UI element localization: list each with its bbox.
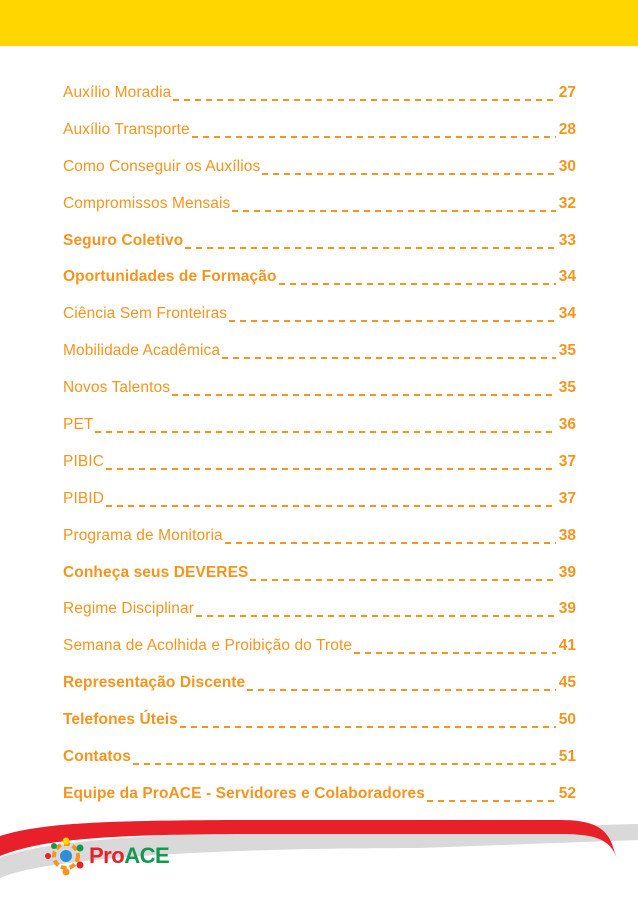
logo-text-pro: Pro bbox=[89, 843, 125, 868]
toc-entry-label: Novos Talentos bbox=[63, 379, 171, 397]
toc-entry-label: Contatos bbox=[63, 748, 131, 766]
toc-leader-dashes bbox=[279, 268, 556, 286]
toc-leader-dashes bbox=[196, 600, 556, 618]
toc-entry-label: Representação Discente bbox=[63, 674, 246, 692]
toc-page-number: 38 bbox=[558, 526, 576, 544]
toc-page-number: 51 bbox=[558, 748, 576, 766]
toc-page-number: 41 bbox=[558, 637, 576, 655]
proace-logo-wordmark bbox=[89, 843, 169, 869]
toc-leader-dashes bbox=[222, 342, 556, 360]
toc-page-number: 34 bbox=[558, 268, 576, 286]
toc-leader-dashes bbox=[225, 527, 556, 545]
toc-entry-label: Auxílio Moradia bbox=[63, 84, 172, 101]
toc-entry-label: Equipe da ProACE - Servidores e Colaboradores bbox=[63, 784, 425, 802]
toc-page-number: 28 bbox=[558, 120, 576, 138]
toc-entry-label: Auxílio Transporte bbox=[63, 120, 190, 138]
toc-leader-dashes bbox=[192, 121, 556, 139]
toc-entry bbox=[63, 84, 576, 121]
toc-leader-dashes bbox=[106, 490, 556, 508]
toc-entry-label: Conheça seus DEVERES bbox=[63, 563, 249, 581]
toc-entry-label: Programa de Monitoria bbox=[63, 526, 223, 544]
toc-leader-dashes bbox=[250, 564, 555, 582]
toc-page-number: 37 bbox=[558, 489, 576, 507]
toc-entry-label: Oportunidades de Formação bbox=[63, 268, 277, 286]
toc-entry bbox=[63, 453, 576, 490]
toc-page-number: 33 bbox=[558, 231, 576, 249]
toc-leader-dashes bbox=[106, 453, 556, 471]
toc-leader-dashes bbox=[185, 232, 555, 250]
toc-entry bbox=[63, 195, 576, 232]
toc-page-number: 30 bbox=[558, 157, 576, 175]
toc-entry-label: Telefones Úteis bbox=[63, 711, 178, 729]
toc-leader-dashes bbox=[232, 195, 555, 213]
toc-entry-label: Como Conseguir os Auxílios bbox=[63, 157, 261, 175]
toc-leader-dashes bbox=[95, 416, 555, 434]
toc-page-number: 45 bbox=[558, 674, 576, 692]
toc-page-number: 39 bbox=[558, 563, 576, 581]
toc-leader-dashes bbox=[247, 674, 555, 692]
toc-entry bbox=[63, 711, 576, 748]
toc-entry bbox=[63, 121, 576, 158]
table-of-contents bbox=[63, 84, 576, 822]
toc-page-number: 37 bbox=[558, 452, 576, 470]
toc-page-number: 50 bbox=[558, 711, 576, 729]
toc-leader-dashes bbox=[262, 158, 555, 176]
toc-page-number: 35 bbox=[558, 379, 576, 397]
toc-entry bbox=[63, 342, 576, 379]
toc-page-number: 34 bbox=[558, 305, 576, 323]
toc-entry bbox=[63, 748, 576, 785]
top-color-band bbox=[0, 0, 638, 46]
toc-entry-label: PIBIC bbox=[63, 452, 104, 470]
toc-entry-label: Regime Disciplinar bbox=[63, 600, 195, 618]
toc-entry bbox=[63, 268, 576, 305]
toc-entry bbox=[63, 490, 576, 527]
toc-entry bbox=[63, 564, 576, 601]
toc-entry bbox=[63, 232, 576, 269]
toc-page-number: 32 bbox=[558, 194, 576, 212]
toc-entry bbox=[63, 527, 576, 564]
toc-entry bbox=[63, 600, 576, 637]
toc-entry-label: Seguro Coletivo bbox=[63, 231, 184, 249]
proace-logo bbox=[44, 833, 169, 879]
toc-leader-dashes bbox=[229, 305, 556, 323]
toc-page-number: 52 bbox=[558, 784, 576, 802]
toc-leader-dashes bbox=[133, 748, 556, 766]
toc-entry bbox=[63, 379, 576, 416]
toc-entry-label: Ciência Sem Fronteiras bbox=[63, 305, 228, 323]
toc-entry-label: Semana de Acolhida e Proibição do Trote bbox=[63, 637, 353, 655]
toc-entry bbox=[63, 158, 576, 195]
toc-page-number: 36 bbox=[558, 416, 576, 434]
toc-page-number: 27 bbox=[558, 84, 576, 101]
toc-leader-dashes bbox=[173, 84, 555, 102]
toc-entry-label: Compromissos Mensais bbox=[63, 194, 231, 212]
toc-entry bbox=[63, 674, 576, 711]
toc-entry bbox=[63, 305, 576, 342]
toc-page-number: 39 bbox=[558, 600, 576, 618]
toc-entry bbox=[63, 416, 576, 453]
proace-logo-icon bbox=[44, 834, 88, 878]
toc-entry-label: PIBID bbox=[63, 489, 104, 507]
toc-leader-dashes bbox=[180, 711, 556, 729]
toc-entry-label: Mobilidade Acadêmica bbox=[63, 342, 221, 360]
toc-entry-label: PET bbox=[63, 416, 94, 434]
toc-page-number: 35 bbox=[558, 342, 576, 360]
toc-leader-dashes bbox=[172, 379, 556, 397]
toc-entry bbox=[63, 637, 576, 674]
logo-text-ace: ACE bbox=[124, 843, 170, 868]
toc-leader-dashes bbox=[354, 637, 556, 655]
